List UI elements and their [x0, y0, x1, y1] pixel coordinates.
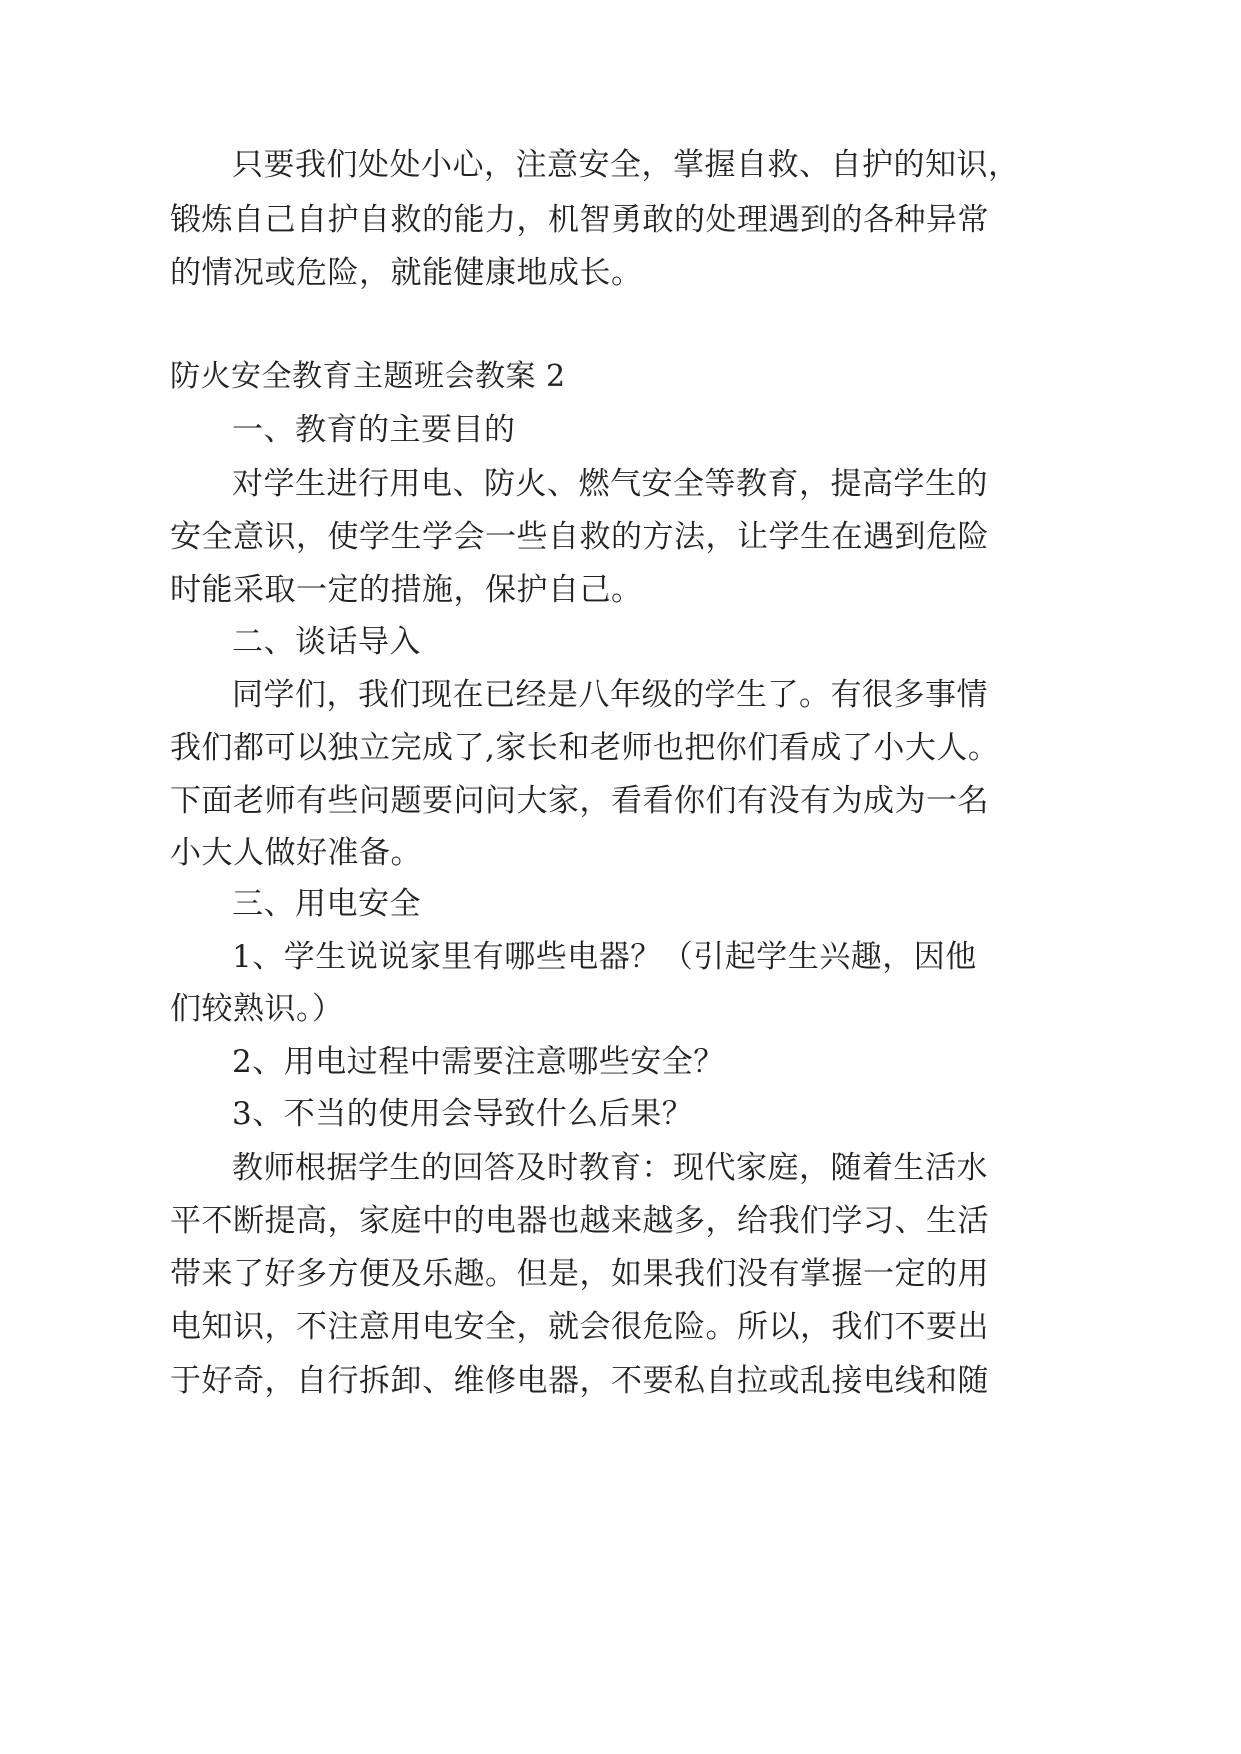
paragraph-line: 于好奇，自行拆卸、维修电器，不要私自拉或乱接电线和随	[170, 1363, 989, 1399]
paragraph-line: 平不断提高，家庭中的电器也越来越多，给我们学习、生活	[170, 1203, 989, 1239]
paragraph-line: 电知识，不注意用电安全，就会很危险。所以，我们不要出	[170, 1309, 989, 1345]
question-line: 2、用电过程中需要注意哪些安全？	[232, 1044, 725, 1080]
section-heading: 一、教育的主要目的	[232, 412, 516, 448]
paragraph-line: 对学生进行用电、防火、燃气安全等教育，提高学生的	[232, 466, 988, 502]
paragraph-line: 安全意识，使学生学会一些自救的方法，让学生在遇到危险	[170, 519, 989, 555]
question-line: 3、不当的使用会导致什么后果？	[232, 1096, 694, 1132]
paragraph-line: 下面老师有些问题要问问大家，看看你们有没有为成为一名	[170, 783, 989, 819]
paragraph-line: 时能采取一定的措施，保护自己。	[170, 572, 643, 608]
paragraph-line: 带来了好多方便及乐趣。但是，如果我们没有掌握一定的用	[170, 1256, 989, 1292]
section-heading: 三、用电安全	[232, 886, 421, 922]
paragraph-line: 锻炼自己自护自救的能力，机智勇敢的处理遇到的各种异常	[170, 202, 989, 238]
paragraph-line: 的情况或危险，就能健康地成长。	[170, 255, 643, 291]
paragraph-line: 教师根据学生的回答及时教育：现代家庭，随着生活水	[232, 1150, 988, 1186]
paragraph-line: 小大人做好准备。	[170, 835, 422, 871]
paragraph-line: 我们都可以独立完成了,家长和老师也把你们看成了小大人。	[170, 730, 1000, 766]
document-title: 防火安全教育主题班会教案 2	[170, 359, 566, 394]
question-line: 们较熟识。）	[170, 991, 344, 1027]
question-line: 1、学生说说家里有哪些电器？（引起学生兴趣，因他	[232, 939, 977, 975]
section-heading: 二、谈话导入	[232, 624, 421, 660]
paragraph-line: 只要我们处处小心，注意安全，掌握自救、自护的知识，	[232, 147, 1020, 183]
paragraph-line: 同学们，我们现在已经是八年级的学生了。有很多事情	[232, 677, 988, 713]
